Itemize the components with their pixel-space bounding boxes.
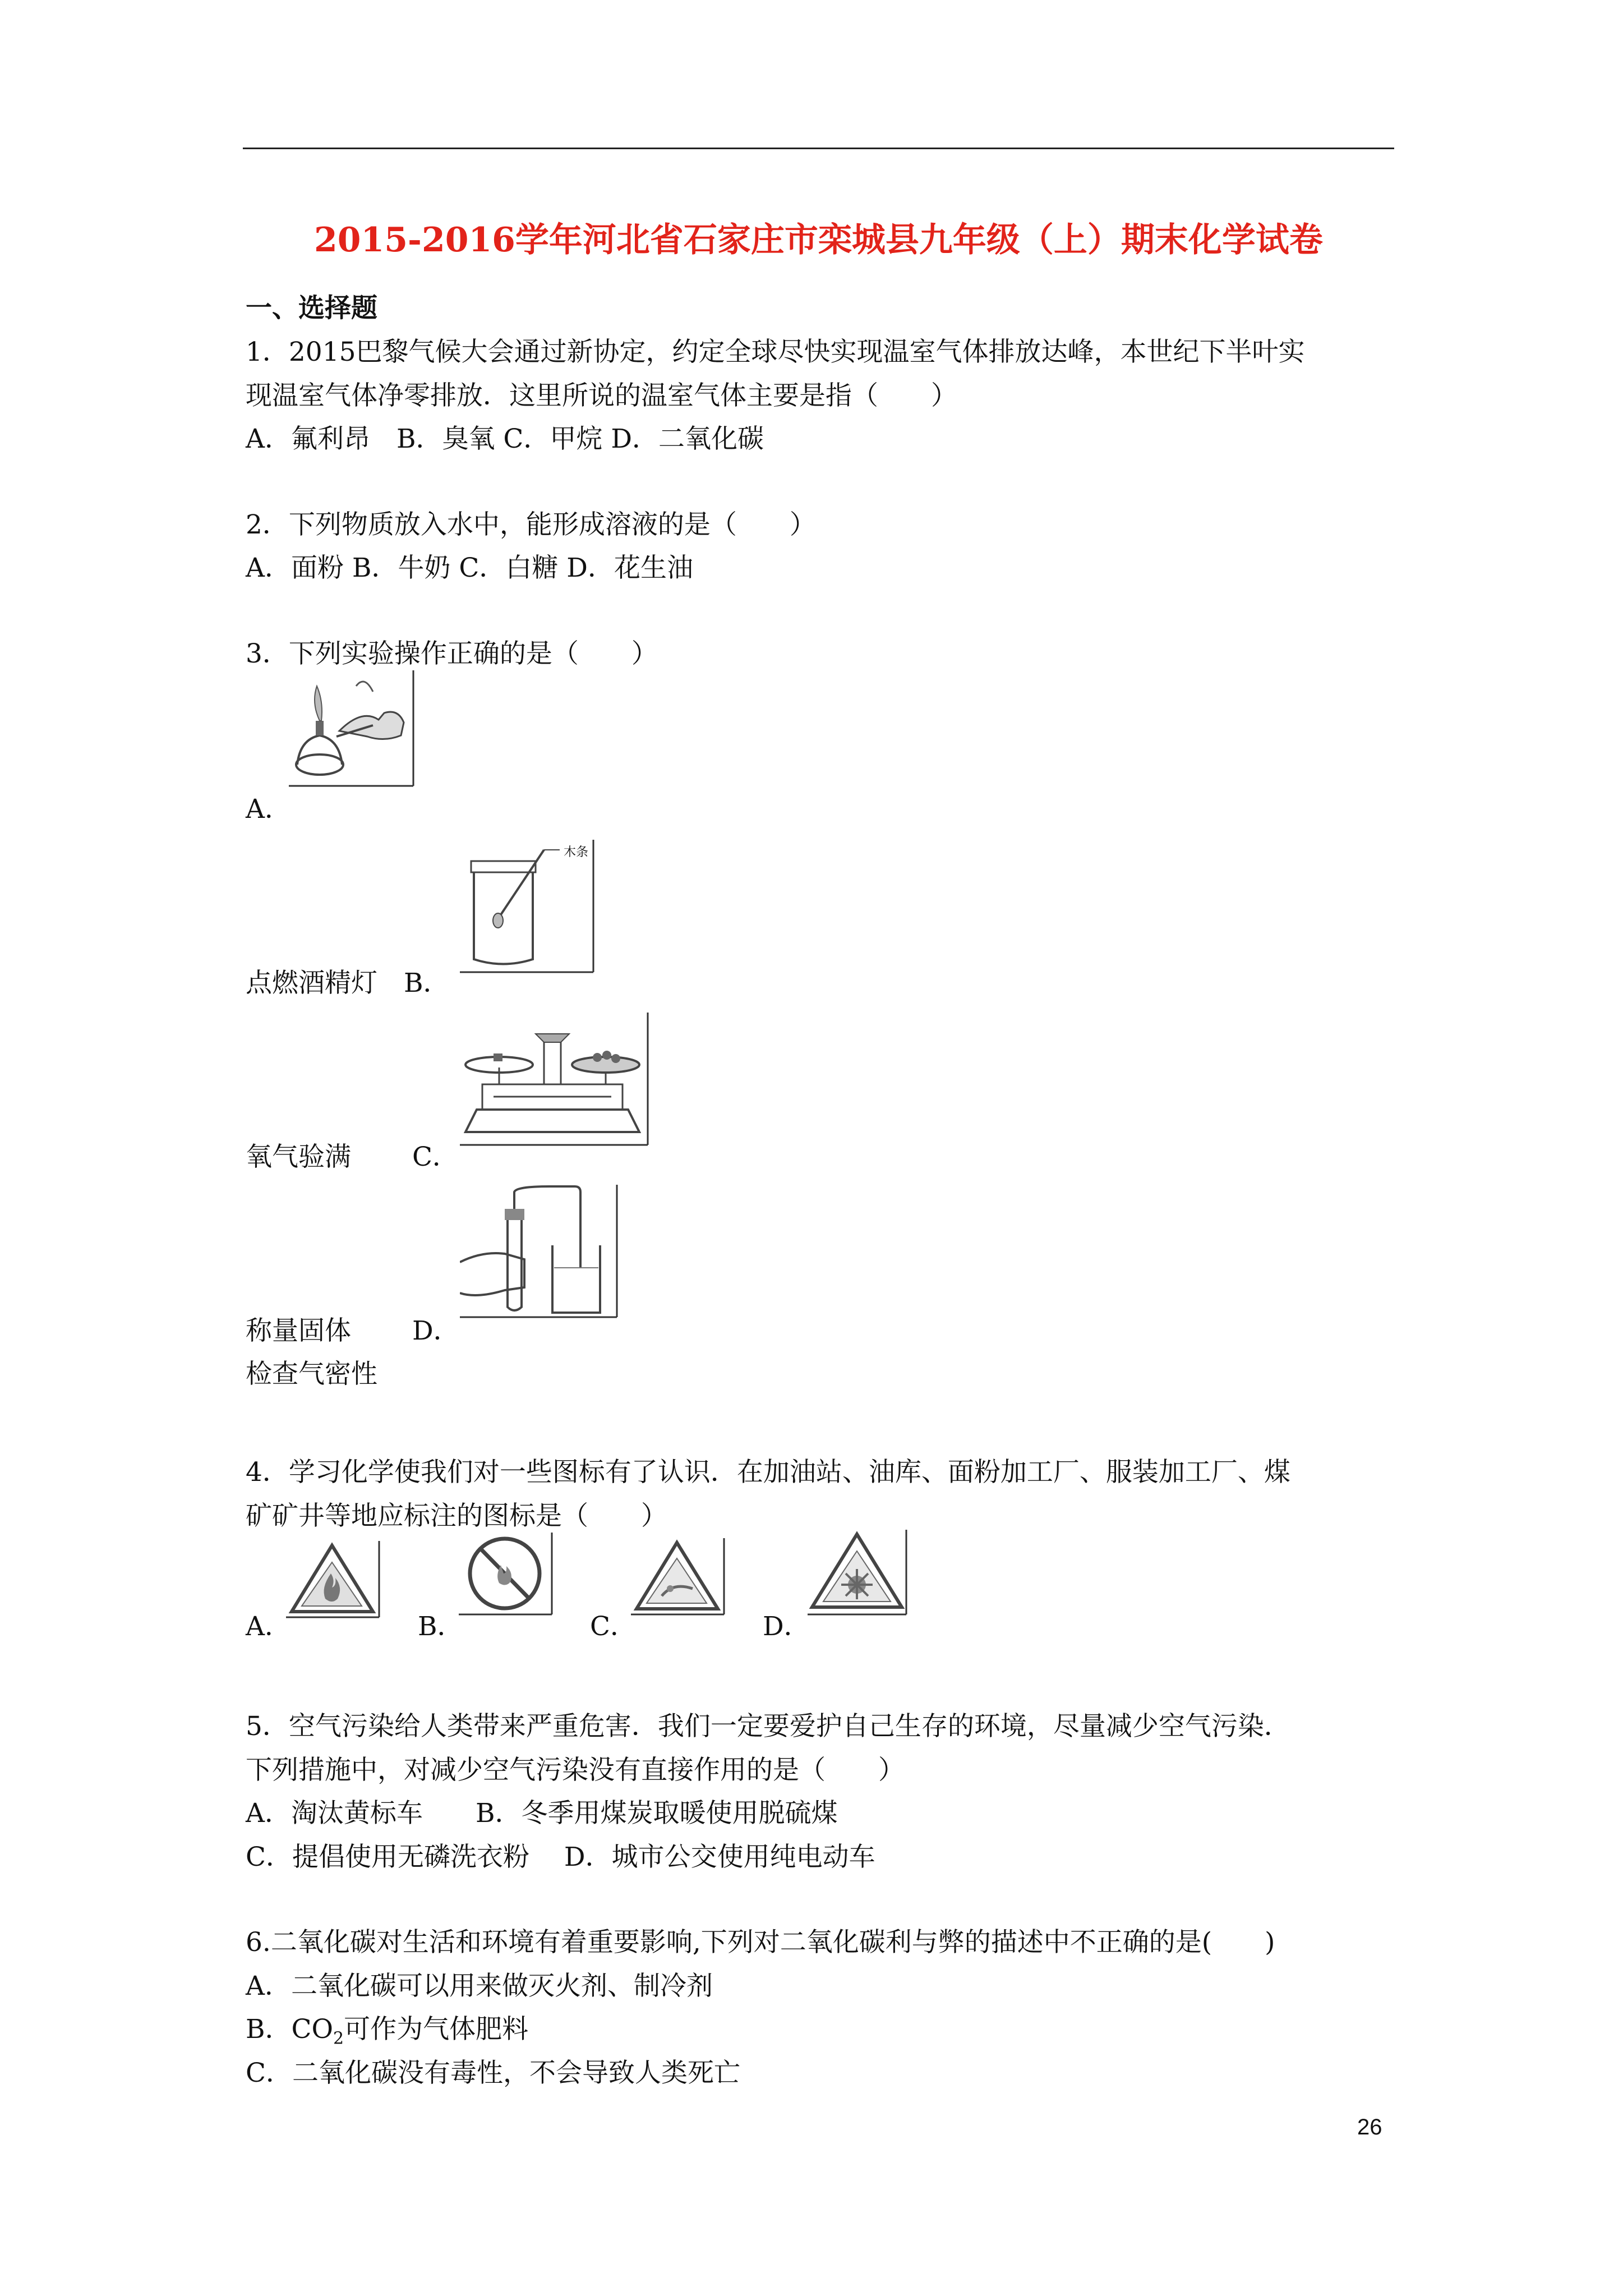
q6-option-c: C．二氧化碳没有毒性，不会导致人类死亡 bbox=[246, 2058, 740, 2088]
q4-option-a: A． bbox=[246, 1611, 291, 1642]
q1-stem-line2: 现温室气体净零排放．这里所说的温室气体主要是指（ ） bbox=[246, 380, 957, 411]
q4-option-b: B． bbox=[418, 1611, 464, 1642]
q3-option-c-letter: C． bbox=[412, 1142, 459, 1172]
q5-options-row1: A．淘汰黄标车 B．冬季用煤炭取暖使用脱硫煤 bbox=[246, 1798, 838, 1829]
section-heading: 一、选择题 bbox=[246, 293, 377, 324]
q2-stem: 2．下列物质放入水中，能形成溶液的是（ ） bbox=[246, 509, 816, 540]
wood-strip-label: 木条 bbox=[564, 845, 589, 859]
alcohol-lamp-figure bbox=[289, 669, 419, 787]
q3-option-d-letter: D． bbox=[412, 1315, 460, 1346]
header-rule bbox=[243, 148, 1394, 149]
toxic-warning-icon bbox=[631, 1537, 726, 1616]
q3-option-a-letter: A． bbox=[246, 794, 291, 825]
no-fire-sign-icon bbox=[459, 1531, 554, 1616]
q4-option-d: D． bbox=[763, 1611, 810, 1642]
q1-options: A．氟利昂 B．臭氧 C．甲烷 D．二氧化碳 bbox=[246, 424, 764, 454]
q3-option-d-caption: 检查气密性 bbox=[246, 1359, 377, 1389]
q4-stem-line1: 4．学习化学使我们对一些图标有了认识．在加油站、油库、面粉加工厂、服装加工厂、煤 bbox=[246, 1457, 1290, 1488]
q4-option-c: C． bbox=[590, 1611, 637, 1642]
exam-title: 2015-2016学年河北省石家庄市栾城县九年级（上）期末化学试卷 bbox=[314, 220, 1323, 260]
q3-option-c-caption: 称量固体 D． bbox=[246, 1315, 460, 1346]
q5-stem-line1: 5．空气污染给人类带来严重危害．我们一定要爱护自己生存的环境，尽量减少空气污染． bbox=[246, 1711, 1290, 1742]
balance-figure bbox=[460, 1011, 651, 1146]
explosive-warning-icon bbox=[808, 1529, 909, 1616]
q3-stem: 3．下列实验操作正确的是（ ） bbox=[246, 638, 658, 669]
q5-stem-line2: 下列措施中，对减少空气污染没有直接作用的是（ ） bbox=[246, 1755, 905, 1786]
q6-stem: 6.二氧化碳对生活和环境有着重要影响,下列对二氧化碳利与弊的描述中不正确的是( ) bbox=[246, 1927, 1275, 1958]
q3-option-b-caption: 氧气验满 C． bbox=[246, 1142, 459, 1172]
q3-option-b-letter: B． bbox=[404, 968, 450, 999]
q1-stem-line1: 1．2015巴黎气候大会通过新协定，约定全球尽快实现温室气体排放达峰，本世纪下半叶实 bbox=[246, 337, 1305, 367]
q2-options: A．面粉 B．牛奶 C．白糖 D．花生油 bbox=[246, 553, 693, 583]
q3-option-a-caption: 点燃酒精灯 B． bbox=[246, 968, 450, 999]
page-number: 26 bbox=[1357, 2115, 1382, 2139]
q6-option-a: A．二氧化碳可以用来做灭火剂、制冷剂 bbox=[246, 1971, 713, 2001]
q4-stem-line2: 矿矿井等地应标注的图标是（ ） bbox=[246, 1501, 667, 1531]
airtightness-figure bbox=[460, 1184, 620, 1318]
flammable-warning-icon bbox=[286, 1540, 381, 1618]
q6-option-b: B．$CO_2$可作为气体肥料 bbox=[246, 2014, 529, 2049]
q5-options-row2: C．提倡使用无磷洗衣粉 D．城市公交使用纯电动车 bbox=[246, 1842, 875, 1872]
